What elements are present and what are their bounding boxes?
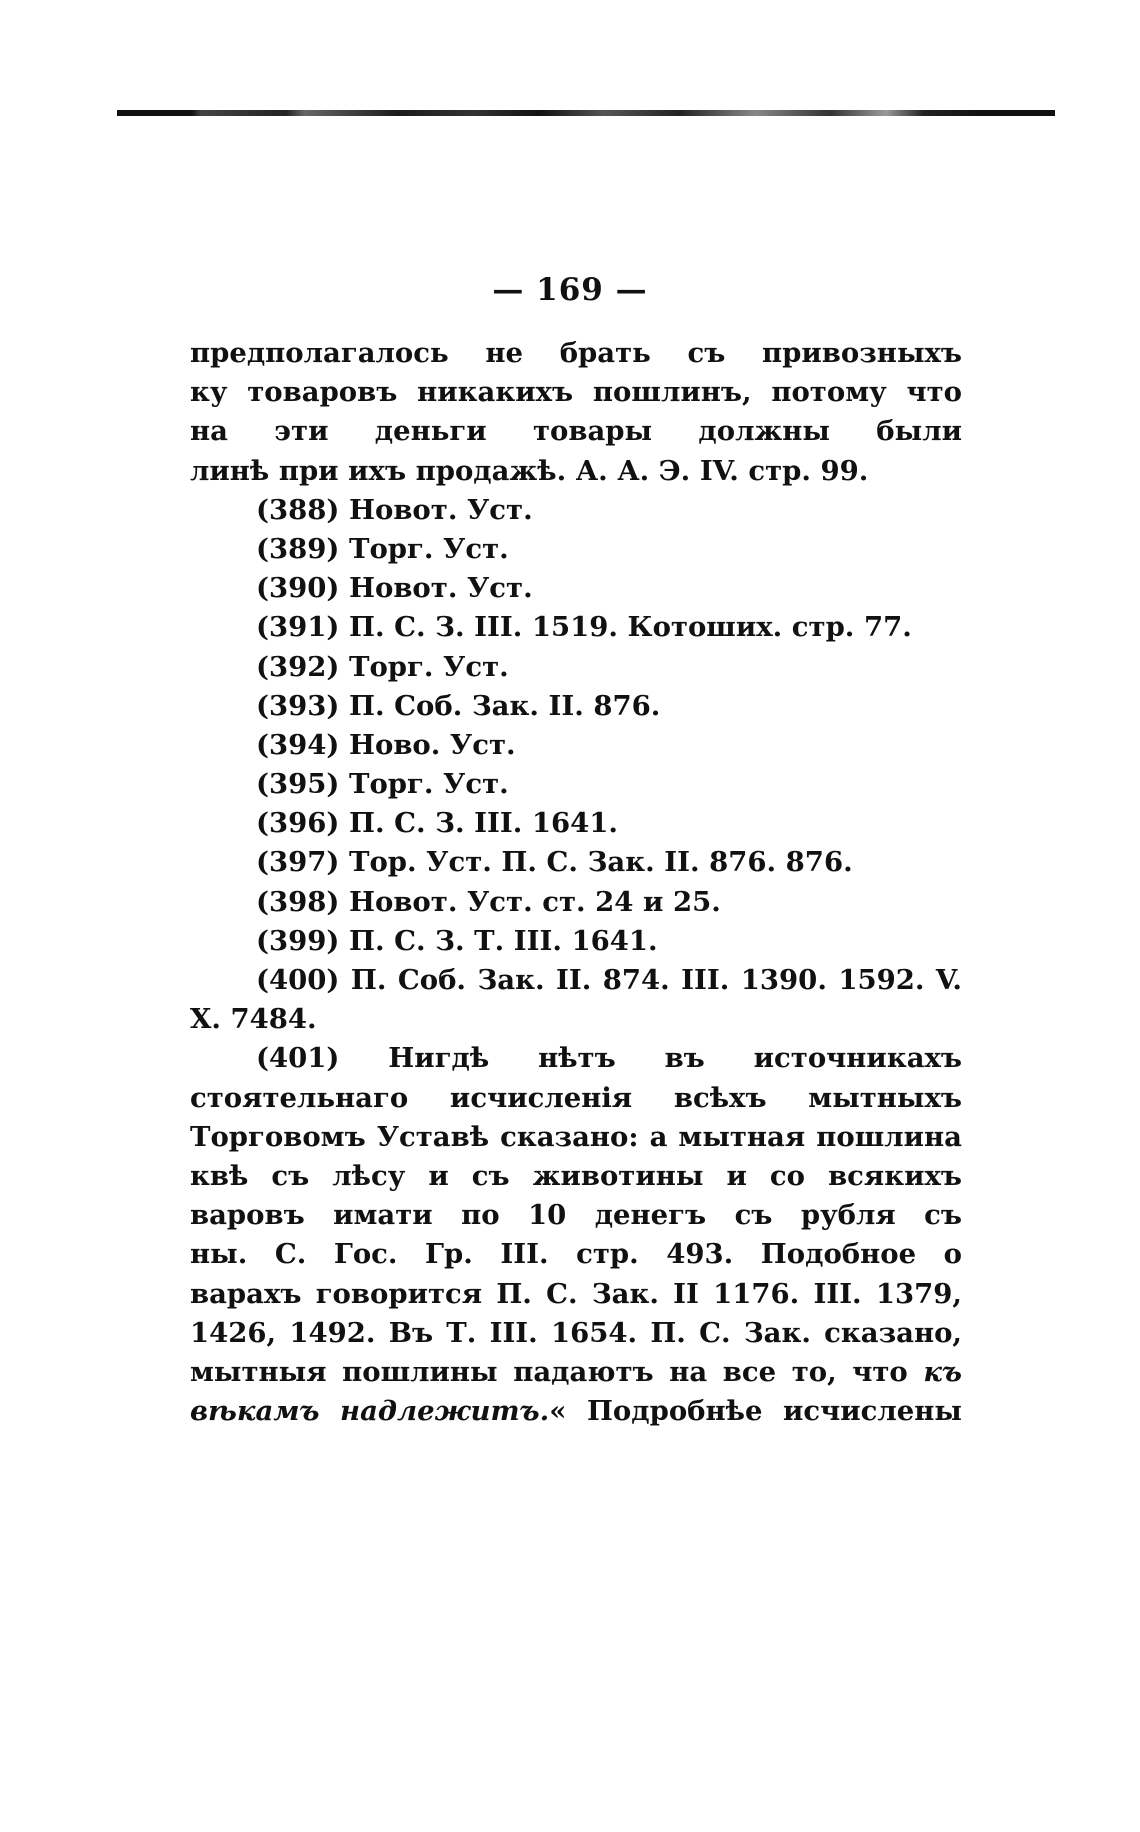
note-392: (392) Торг. Уст. xyxy=(256,650,509,683)
note-401-line-9-text: мытныя пошлины падаютъ на все то, что xyxy=(190,1355,908,1388)
note-401-line-5: варовъ имати по 10 денегъ съ рубля съ xyxy=(190,1199,962,1232)
note-393: (393) П. Соб. Зак. II. 876. xyxy=(256,689,661,722)
note-390: (390) Новот. Уст. xyxy=(256,572,533,605)
note-399: (399) П. С. З. Т. III. 1641. xyxy=(256,924,658,957)
note-401-line-6: ны. С. Гос. Гр. III. стр. 493. Подобное о xyxy=(190,1238,962,1271)
note-400: (400) П. Соб. Зак. II. 874. III. 1390. 1592. V. xyxy=(256,964,962,996)
note-391: (391) П. С. З. III. 1519. Котоших. стр. 77. xyxy=(256,611,912,644)
note-401-line-3: Торговомъ Уставѣ сказано: а мытная пошлина xyxy=(190,1120,962,1153)
intro-line-4: линѣ при ихъ продажѣ. А. А. Э. IV. стр. 99. xyxy=(190,454,869,487)
note-401-line-9 xyxy=(190,1353,962,1392)
intro-line-1: предполагалось не брать съ привозныхъ xyxy=(190,337,962,369)
note-401-line-1: (401) Нигдѣ нѣтъ въ источникахъ xyxy=(256,1042,962,1075)
top-decorative-rule xyxy=(117,110,1055,116)
note-401-line-9-italic: къ xyxy=(923,1355,962,1388)
note-401-line-10 xyxy=(190,1392,962,1431)
note-401-line-10-italic: вѣкамъ надлежитъ. xyxy=(190,1395,550,1428)
note-394: (394) Ново. Уст. xyxy=(256,728,516,761)
note-389: (389) Торг. Уст. xyxy=(256,532,509,565)
page-text xyxy=(190,334,962,1431)
intro-line-3: на эти деньги товары должны были xyxy=(190,415,962,448)
note-397: (397) Тор. Уст. П. С. Зак. II. 876. 876. xyxy=(256,846,853,879)
note-400-continuation: X. 7484. xyxy=(190,1003,317,1036)
note-398: (398) Новот. Уст. ст. 24 и 25. xyxy=(256,885,721,918)
note-395: (395) Торг. Уст. xyxy=(256,768,509,801)
note-388: (388) Новот. Уст. xyxy=(256,493,533,526)
note-401-line-7: варахъ говорится П. С. Зак. II 1176. III. 1379, xyxy=(190,1277,962,1310)
note-401-line-8: 1426, 1492. Въ Т. III. 1654. П. С. Зак. сказано, xyxy=(190,1316,962,1349)
page-number: — 169 — xyxy=(492,272,648,308)
note-401-line-10-text: « Подробнѣе исчислены xyxy=(549,1395,962,1428)
intro-line-2: ку товаровъ никакихъ пошлинъ, потому что xyxy=(190,376,962,409)
note-401-line-4-text: квѣ съ лѣсу и съ животины и со всякихъ xyxy=(190,1159,962,1192)
note-401-line-4 xyxy=(190,1157,962,1196)
note-396: (396) П. С. З. III. 1641. xyxy=(256,807,618,840)
note-401-line-2: стоятельнаго исчисленія всѣхъ мытныхъ xyxy=(190,1081,962,1114)
